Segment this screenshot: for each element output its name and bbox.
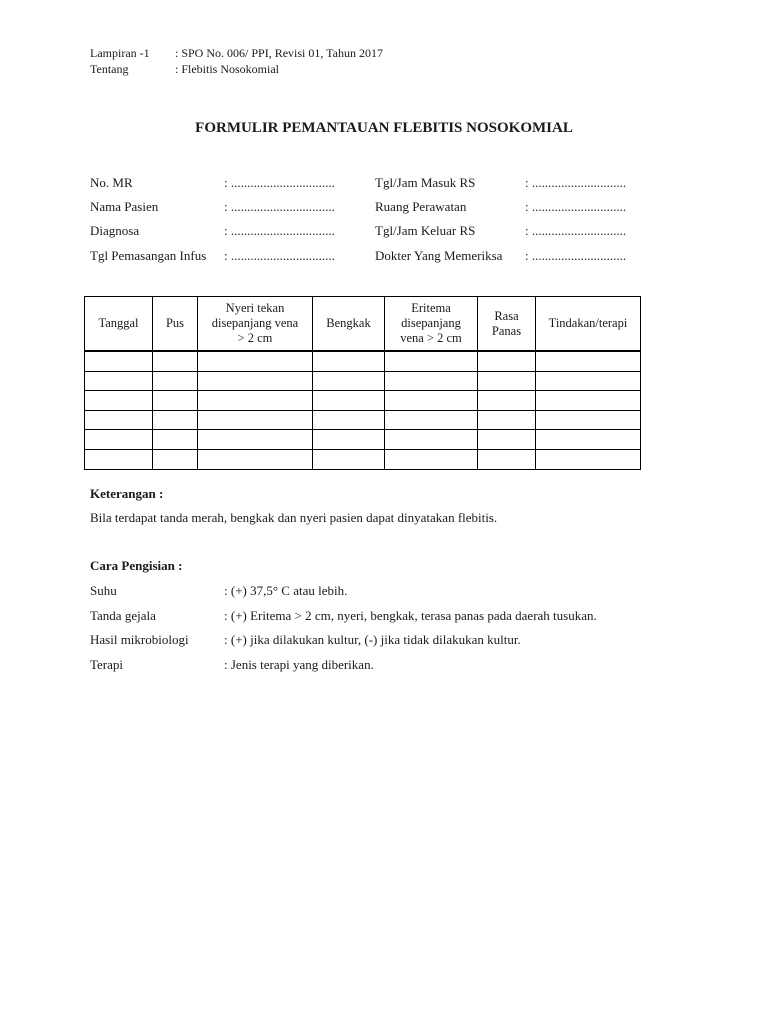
field-value-doctor[interactable]: : ............................. [525,248,627,263]
table-cell[interactable] [153,371,198,391]
field-value-patient-name[interactable]: : ................................ [224,199,335,214]
table-cell[interactable] [385,351,478,371]
instruction-label-symptoms: Tanda gejala [90,608,156,623]
field-label-mr: No. MR [90,175,133,190]
table-cell[interactable] [153,430,198,450]
field-value-admission[interactable]: : ............................. [525,175,627,190]
header-action: Tindakan/terapi [536,297,641,352]
table-cell[interactable] [85,351,153,371]
table-row [85,449,641,469]
table-cell[interactable] [313,430,385,450]
table-cell[interactable] [385,371,478,391]
table-cell[interactable] [153,391,198,411]
table-cell[interactable] [313,371,385,391]
instruction-value-temperature: : (+) 37,5° C atau lebih. [224,583,348,598]
instructions-heading: Cara Pengisian : [90,558,183,573]
attachment-label: Lampiran -1 [90,46,150,60]
table-row [85,391,641,411]
table-cell[interactable] [385,430,478,450]
subject-label: Tentang [90,62,129,76]
instruction-value-symptoms: : (+) Eritema > 2 cm, nyeri, bengkak, terasa panas pada daerah tusukan. [224,608,597,623]
header-pus: Pus [153,297,198,352]
notes-heading: Keterangan : [90,486,164,501]
field-label-admission: Tgl/Jam Masuk RS [375,175,476,190]
table-cell[interactable] [478,391,536,411]
field-label-patient-name: Nama Pasien [90,199,159,214]
field-label-infusion-date: Tgl Pemasangan Infus [90,248,207,263]
table-cell[interactable] [536,410,641,430]
instruction-label-temperature: Suhu [90,583,117,598]
table-row [85,351,641,371]
table-cell[interactable] [536,449,641,469]
table-cell[interactable] [198,410,313,430]
table-cell[interactable] [313,449,385,469]
field-value-infusion-date[interactable]: : ................................ [224,248,335,263]
header-erythema: Eritema disepanjang vena > 2 cm [385,297,478,352]
field-value-discharge[interactable]: : ............................. [525,223,627,238]
instruction-value-microbiology: : (+) jika dilakukan kultur, (-) jika tidak dilakukan kultur. [224,632,521,647]
table-cell[interactable] [478,351,536,371]
table-cell[interactable] [313,351,385,371]
notes-text: Bila terdapat tanda merah, bengkak dan nyeri pasien dapat dinyatakan flebitis. [90,510,498,525]
field-label-ward: Ruang Perawatan [375,199,467,214]
field-value-diagnosis[interactable]: : ................................ [224,223,335,238]
table-cell[interactable] [198,391,313,411]
instruction-value-therapy: : Jenis terapi yang diberikan. [224,657,374,672]
table-cell[interactable] [85,410,153,430]
table-cell[interactable] [478,449,536,469]
header-swelling: Bengkak [313,297,385,352]
table-cell[interactable] [198,351,313,371]
table-cell[interactable] [198,430,313,450]
table-cell[interactable] [153,410,198,430]
attachment-value: : SPO No. 006/ PPI, Revisi 01, Tahun 2017 [175,46,383,60]
table-cell[interactable] [198,449,313,469]
table-cell[interactable] [385,449,478,469]
instruction-label-microbiology: Hasil mikrobiologi [90,632,189,647]
table-row [85,430,641,450]
table-body [85,351,641,469]
table-cell[interactable] [536,351,641,371]
table-cell[interactable] [385,410,478,430]
table-cell[interactable] [478,430,536,450]
table-cell[interactable] [153,351,198,371]
table-cell[interactable] [536,430,641,450]
table-row [85,371,641,391]
header-pain: Nyeri tekan disepanjang vena > 2 cm [198,297,313,352]
table-cell[interactable] [385,391,478,411]
field-value-mr[interactable]: : ................................ [224,175,335,190]
table-cell[interactable] [153,449,198,469]
table-row [85,410,641,430]
field-label-diagnosis: Diagnosa [90,223,140,238]
table-cell[interactable] [85,449,153,469]
table-cell[interactable] [85,391,153,411]
table-cell[interactable] [313,391,385,411]
table-cell[interactable] [536,371,641,391]
table-cell[interactable] [478,410,536,430]
monitoring-table [84,296,641,470]
instruction-label-therapy: Terapi [90,657,124,672]
table-cell[interactable] [85,371,153,391]
form-title: FORMULIR PEMANTAUAN FLEBITIS NOSOKOMIAL [195,120,573,136]
field-label-doctor: Dokter Yang Memeriksa [375,248,503,263]
header-heat: Rasa Panas [478,297,536,352]
table-cell[interactable] [478,371,536,391]
table-cell[interactable] [85,430,153,450]
table-cell[interactable] [313,410,385,430]
field-value-ward[interactable]: : ............................. [525,199,627,214]
table-cell[interactable] [536,391,641,411]
table-cell[interactable] [198,371,313,391]
table-header-row [85,297,641,352]
field-label-discharge: Tgl/Jam Keluar RS [375,223,476,238]
subject-value: : Flebitis Nosokomial [175,62,280,76]
header-date: Tanggal [85,297,153,352]
